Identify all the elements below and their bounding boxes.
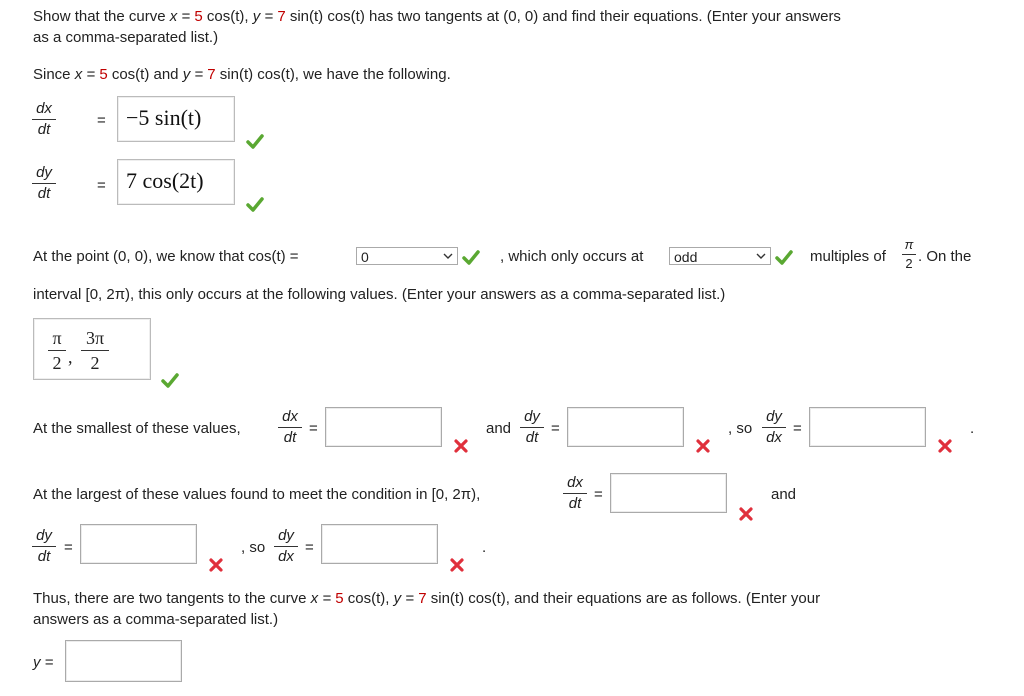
equals-sign: = bbox=[64, 539, 73, 556]
close-icon bbox=[739, 507, 753, 521]
and-text: and bbox=[486, 420, 512, 437]
y-label: y = bbox=[33, 654, 54, 671]
frac-den: dt bbox=[37, 548, 51, 565]
thus-x: x = bbox=[310, 590, 336, 607]
frac-num: π bbox=[902, 238, 916, 255]
dydt-large-input[interactable] bbox=[80, 524, 197, 564]
frac-num: dy bbox=[274, 528, 298, 547]
thus-line-2: answers as a comma-separated list.) bbox=[33, 611, 279, 628]
dydt-fraction bbox=[32, 528, 56, 565]
x-func: cos(t), bbox=[202, 8, 253, 25]
comma: , bbox=[68, 347, 73, 367]
thus-y: y = bbox=[393, 590, 419, 607]
thus-y-coef: 7 bbox=[418, 590, 427, 607]
frac-num: dx bbox=[32, 101, 56, 120]
chevron-down-icon bbox=[442, 249, 454, 263]
y-coef: 7 bbox=[277, 8, 286, 25]
frac-num: dx bbox=[563, 475, 587, 494]
tangent-equations-input[interactable] bbox=[65, 640, 182, 682]
since-y: y = bbox=[182, 66, 208, 83]
on-the-text: . On the bbox=[918, 248, 972, 265]
dydt-fraction bbox=[520, 409, 544, 446]
frac-den: 2 bbox=[52, 353, 62, 373]
thus-text: Thus, there are two tangents to the curve bbox=[33, 590, 311, 607]
frac-num: dy bbox=[32, 528, 56, 547]
since-text-c: sin(t) cos(t), we have the following. bbox=[215, 66, 451, 83]
thus-text-b: cos(t), bbox=[343, 590, 394, 607]
frac-num: dy bbox=[520, 409, 544, 428]
problem-line-1 bbox=[33, 8, 841, 25]
interval-text: interval [0, 2π), this only occurs at the following values. (Enter your answers as a comma-separated list.) bbox=[33, 286, 726, 303]
frac-num: dy bbox=[32, 165, 56, 184]
so-text: , so bbox=[728, 420, 753, 437]
and-text: and bbox=[771, 486, 797, 503]
dydx-fraction bbox=[274, 528, 298, 565]
close-icon bbox=[450, 558, 464, 572]
frac-den: dt bbox=[525, 429, 539, 446]
equals-sign: = bbox=[594, 486, 603, 503]
dydt-fraction bbox=[32, 165, 56, 202]
chevron-down-icon bbox=[755, 249, 767, 263]
period: . bbox=[482, 539, 487, 556]
dxdt-fraction bbox=[278, 409, 302, 446]
dxdt-small-input[interactable] bbox=[325, 407, 442, 447]
dxdt-large-input[interactable] bbox=[610, 473, 727, 513]
since-x-coef: 5 bbox=[99, 66, 108, 83]
frac-den: dt bbox=[37, 185, 51, 202]
cos-value-select[interactable] bbox=[356, 247, 458, 265]
check-icon bbox=[775, 249, 793, 265]
smallest-text: At the smallest of these values, bbox=[33, 420, 241, 437]
dxdt-fraction bbox=[563, 475, 587, 512]
dydt-answer-value: 7 cos(2t) bbox=[126, 168, 204, 193]
dxdt-answer-box[interactable] bbox=[117, 96, 235, 142]
problem-line-2: as a comma-separated list.) bbox=[33, 29, 219, 46]
y-eq: y = bbox=[252, 8, 278, 25]
x-eq: x = bbox=[169, 8, 195, 25]
multiples-text: multiples of bbox=[810, 248, 886, 265]
largest-text: At the largest of these values found to meet the condition in [0, 2π), bbox=[33, 486, 481, 503]
occurs-text: , which only occurs at bbox=[500, 248, 644, 265]
since-x: x = bbox=[74, 66, 100, 83]
close-icon bbox=[938, 439, 952, 453]
dydx-fraction bbox=[762, 409, 786, 446]
select-value: odd bbox=[674, 249, 698, 265]
equals-sign: = bbox=[309, 420, 318, 437]
close-icon bbox=[696, 439, 710, 453]
since-line bbox=[33, 66, 451, 83]
check-icon bbox=[462, 249, 480, 265]
frac-den: dt bbox=[568, 495, 582, 512]
check-icon bbox=[246, 196, 264, 212]
dxdt-answer-value: −5 sin(t) bbox=[126, 105, 202, 130]
frac-num: dy bbox=[762, 409, 786, 428]
t-values-answer-box[interactable] bbox=[33, 318, 151, 380]
problem-text: Show that the curve bbox=[33, 8, 170, 25]
since-y-coef: 7 bbox=[207, 66, 216, 83]
frac-den: dt bbox=[283, 429, 297, 446]
select-value: 0 bbox=[361, 249, 369, 265]
dydt-answer-box[interactable] bbox=[117, 159, 235, 205]
since-text-b: cos(t) and bbox=[107, 66, 183, 83]
frac-num: 3π bbox=[81, 328, 109, 351]
check-icon bbox=[161, 372, 179, 388]
since-text: Since bbox=[33, 66, 75, 83]
period: . bbox=[970, 420, 975, 437]
problem-text-b: sin(t) cos(t) has two tangents at (0, 0) and find their equations. (Enter your answers bbox=[285, 8, 841, 25]
three-pi-over-2 bbox=[81, 328, 109, 373]
equals-sign: = bbox=[551, 420, 560, 437]
thus-x-coef: 5 bbox=[335, 590, 344, 607]
point-text: At the point (0, 0), we know that cos(t) = bbox=[33, 248, 299, 265]
pi-over-2 bbox=[48, 328, 66, 373]
frac-num: dx bbox=[278, 409, 302, 428]
equals-sign: = bbox=[97, 112, 106, 129]
close-icon bbox=[209, 558, 223, 572]
frac-den: dx bbox=[766, 429, 782, 446]
dydt-small-input[interactable] bbox=[567, 407, 684, 447]
check-icon bbox=[246, 133, 264, 149]
frac-den: dt bbox=[37, 121, 51, 138]
so-text: , so bbox=[241, 539, 266, 556]
dydx-small-input[interactable] bbox=[809, 407, 926, 447]
equals-sign: = bbox=[97, 177, 106, 194]
frac-den: dx bbox=[278, 548, 294, 565]
frac-den: 2 bbox=[905, 256, 913, 271]
thus-text-c: sin(t) cos(t), and their equations are as follows. (Enter your bbox=[426, 590, 821, 607]
close-icon bbox=[454, 439, 468, 453]
multiple-type-select[interactable] bbox=[669, 247, 771, 265]
pi-over-2-fraction bbox=[902, 238, 916, 271]
equals-sign: = bbox=[793, 420, 802, 437]
thus-line-1 bbox=[33, 590, 820, 607]
x-coef: 5 bbox=[194, 8, 203, 25]
equals-sign: = bbox=[305, 539, 314, 556]
frac-num: π bbox=[48, 328, 66, 351]
frac-den: 2 bbox=[90, 353, 100, 373]
dydx-large-input[interactable] bbox=[321, 524, 438, 564]
dxdt-fraction bbox=[32, 101, 56, 138]
